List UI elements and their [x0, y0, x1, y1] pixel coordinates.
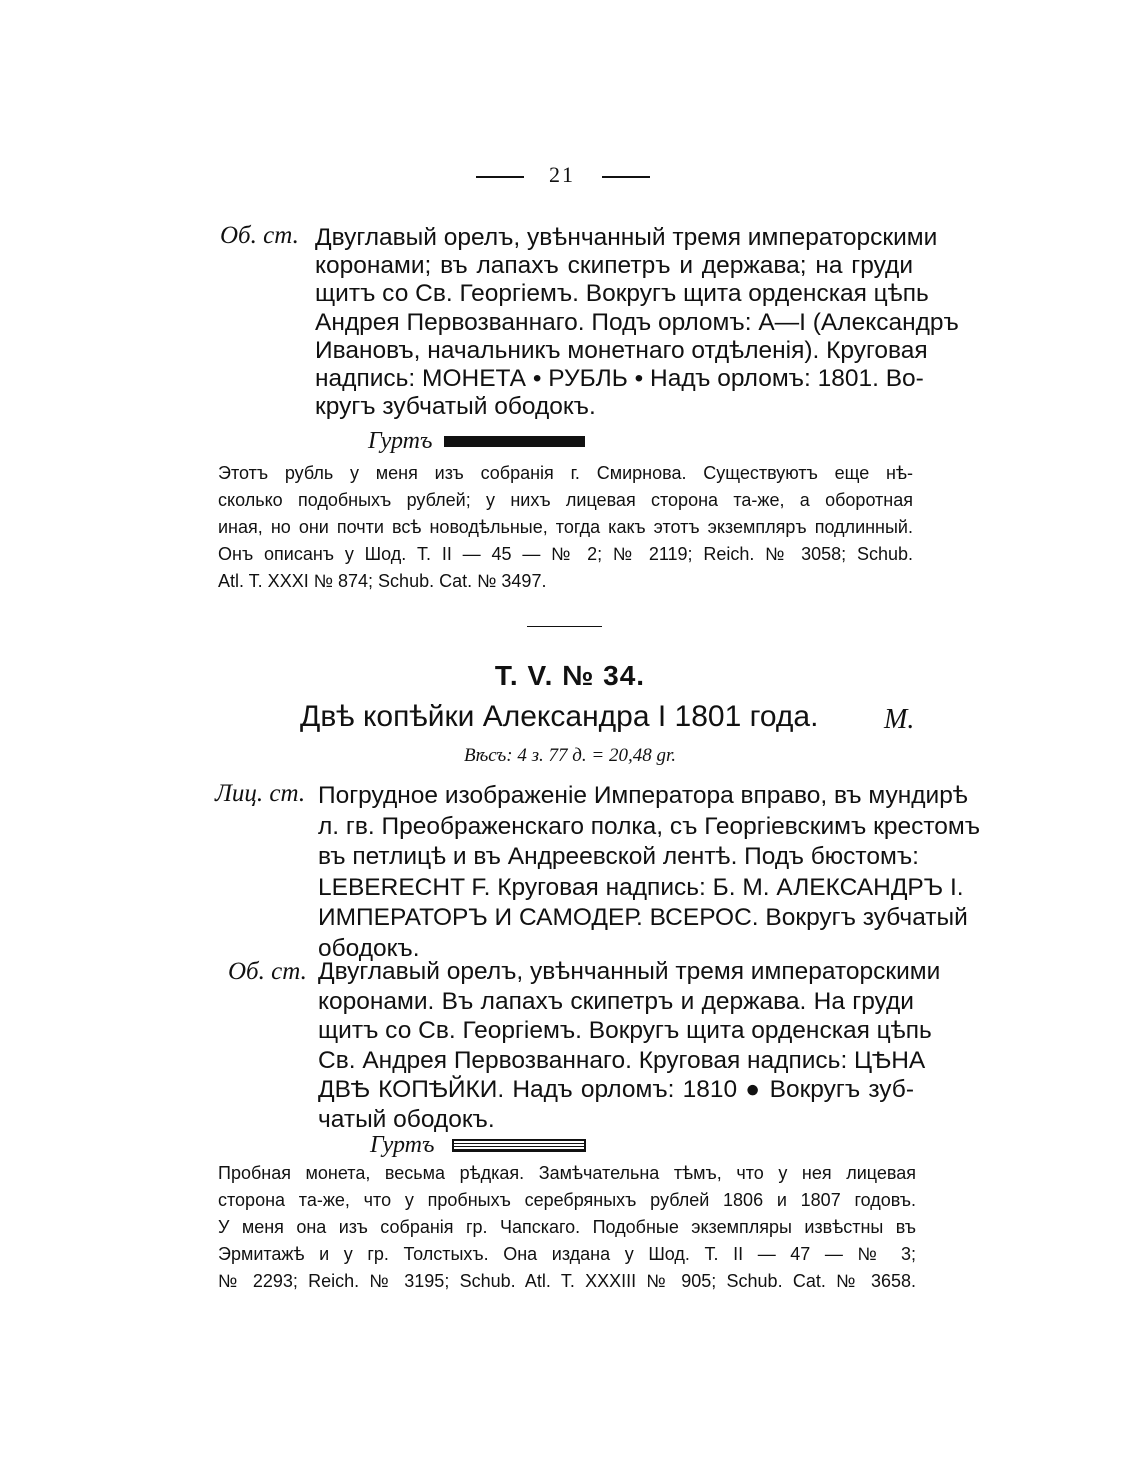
text-line: Двуглавый орелъ, увѣнчанный тремя императорскими	[318, 958, 941, 985]
edge-pattern-milled	[444, 436, 585, 447]
note-line: Этотъ рубль у меня изъ собранія г. Смирнова. Существуютъ еще нѣ-	[218, 463, 913, 483]
plate-number: T. V. № 34.	[494, 660, 646, 691]
reverse-label: Об. ст.	[228, 958, 307, 985]
text-line: Св. Андрея Первозваннаго. Круговая надпись: ЦѢНА	[318, 1046, 926, 1074]
note-line: Пробная монета, весьма рѣдкая. Замѣчательна тѣмъ, что у нея лицевая	[218, 1163, 916, 1183]
note-line: Онъ описанъ у Шод. Т. II — 45 — № 2; № 2119; Reich. № 3058; Schub.	[218, 544, 913, 564]
section-divider	[527, 626, 602, 627]
text-line: Андрея Первозваннаго. Подъ орломъ: А—І (Александръ	[315, 308, 959, 336]
page-number-dash-right	[602, 176, 650, 178]
edge-label-top: Гуртъ	[368, 428, 433, 454]
text-line: Ивановъ, начальникъ монетнаго отдѣленія). Круговая	[315, 336, 928, 364]
text-line: щитъ со Св. Георгіемъ. Вокругъ щита орденская цѣпь	[318, 1017, 932, 1044]
text-line: л. гв. Преображенскаго полка, съ Георгіевскимъ крестомъ	[318, 812, 981, 840]
text-line: ДВѢ КОПѢЙКИ. Надъ орломъ: 1810 ● Вокругъ зуб-	[318, 1076, 914, 1103]
text-line: въ петлицѣ и въ Андреевской лентѣ. Подъ бюстомъ:	[318, 843, 919, 870]
note-line: Эрмитажѣ и у гр. Толстыхъ. Она издана у Шод. Т. II — 47 — № 3;	[218, 1244, 916, 1264]
obverse-description	[318, 781, 981, 964]
metal-mark: М.	[884, 704, 915, 735]
edge-label-bottom: Гуртъ	[370, 1132, 435, 1158]
text-line: чатый ободокъ.	[318, 1105, 495, 1133]
text-line: щитъ со Св. Георгіемъ. Вокругъ щита орденская цѣпь	[315, 280, 929, 308]
text-line: ободокъ.	[318, 934, 420, 962]
text-line: Погрудное изображеніе Императора вправо, въ мундирѣ	[318, 782, 968, 809]
note-line: сторона та-же, что у пробныхъ серебряныхъ рублей 1806 и 1807 годовъ.	[218, 1190, 916, 1210]
text-line: ИМПЕРАТОРЪ И САМОДЕР. ВСЕРОС. Вокругъ зубчатый	[318, 904, 968, 931]
reverse-top-label: Об. ст.	[220, 222, 299, 249]
note-top	[218, 460, 913, 595]
note-bottom	[218, 1160, 916, 1295]
note-line: У меня она изъ собранія гр. Чапскаго. Подобные экземпляры извѣстны въ	[218, 1217, 916, 1237]
edge-pattern-plain	[452, 1139, 586, 1152]
text-line: коронами; въ лапахъ скипетръ и держава; на груди	[315, 252, 913, 280]
note-line: № 2293; Reich. № 3195; Schub. Atl. T. XXXIII № 905; Schub. Cat. № 3658.	[218, 1271, 916, 1291]
obverse-label: Лиц. ст.	[215, 780, 306, 807]
reverse-description	[318, 957, 941, 1134]
text-line: Двуглавый орелъ, увѣнчанный тремя императорскими	[315, 224, 938, 251]
text-line: LEBERECHT F. Круговая надпись: Б. М. АЛЕКСАНДРЪ I.	[318, 873, 964, 901]
page-number-dash-left	[476, 176, 524, 178]
page-number: 21	[549, 162, 575, 187]
text-line: коронами. Въ лапахъ скипетръ и держава. На груди	[318, 987, 914, 1015]
text-line: надпись: МОНЕТА • РУБЛЬ • Надъ орломъ: 1801. Во-	[315, 365, 924, 393]
text-line: кругъ зубчатый ободокъ.	[315, 393, 596, 421]
reverse-top-description	[315, 224, 959, 421]
coin-weight: Вѣсъ: 4 з. 77 д. = 20,48 gr.	[463, 745, 677, 766]
note-line: Atl. T. XXXI № 874; Schub. Cat. № 3497.	[218, 571, 547, 591]
note-line: сколько подобныхъ рублей; у нихъ лицевая сторона та-же, а оборотная	[218, 490, 913, 510]
note-line: иная, но они почти всѣ новодѣльные, тогда какъ этотъ экземпляръ подлинный.	[218, 517, 913, 537]
coin-title: Двѣ копѣйки Александра I 1801 года.	[300, 700, 819, 733]
